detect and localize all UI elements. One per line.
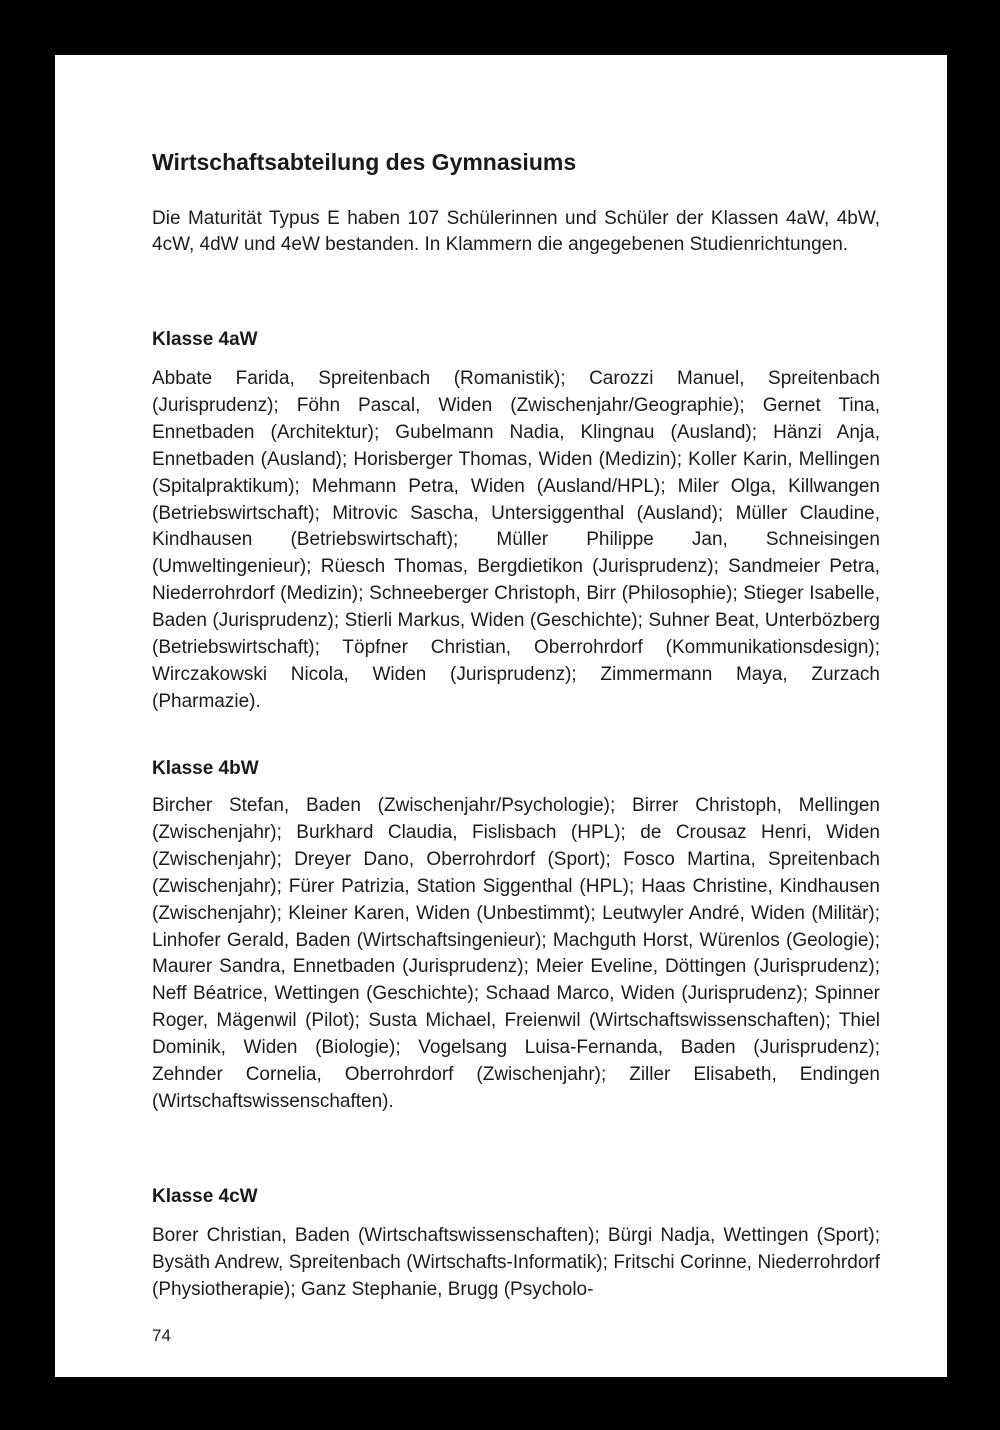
intro-paragraph: Die Maturität Typus E haben 107 Schülerinnen und Schüler der Klassen 4aW, 4bW, 4cW, 4dW und 4eW bestanden. In Klammern die angegebenen Studienrichtungen. <box>152 208 880 255</box>
section-heading-4bw: Klasse 4bW <box>152 758 259 779</box>
page-number: 74 <box>152 1326 171 1345</box>
section-text-4cw: Borer Christian, Baden (Wirtschaftswissenschaften); Bürgi Nadja, Wettingen (Sport); Bysäth Andrew, Spreitenbach (Wirtschafts-Informatik); Fritschi Corinne, Niederrohrdorf (Physiotherapie); Ganz Stephanie, Brugg (Psycholo- <box>152 1225 880 1300</box>
document-page <box>55 55 947 1377</box>
section-text-4aw: Abbate Farida, Spreitenbach (Romanistik); Carozzi Manuel, Spreitenbach (Jurisprudenz); Föhn Pascal, Widen (Zwischenjahr/Geographie); Gernet Tina, Ennetbaden (Architektur); Gubelmann Nadia, Klingnau (Ausland); Hänzi Anja, Ennetbaden (Ausland); Horisberger Thomas, Widen (Medizin); Koller Karin, Mellingen (Spitalpraktikum); Mehmann Petra, Widen (Ausland/HPL); Miler Olga, Killwangen (Betriebswirtschaft); Mitrovic Sascha, Untersiggenthal (Ausland); Müller Claudine, Kindhausen (Betriebswirtschaft); Müller Philippe Jan, Schneisingen (Umweltingenieur); Rüesch Thomas, Bergdietikon (Jurisprudenz); Sandmeier Petra, Niederrohrdorf (Medizin); Schneeberger Christoph, Birr (Philosophie); Stieger Isabelle, Baden (Jurisprudenz); Stierli Markus, Widen (Geschichte); Suhner Beat, Unterbözberg (Betriebswirtschaft); Töpfner Christian, Oberrohrdorf (Kommunikationsdesign); Wirczakowski Nicola, Widen (Jurisprudenz); Zimmermann Maya, Zurzach (Pharmazie). <box>152 368 880 712</box>
section-text-4bw: Bircher Stefan, Baden (Zwischenjahr/Psychologie); Birrer Christoph, Mellingen (Zwischenjahr); Burkhard Claudia, Fislisbach (HPL); de Crousaz Henri, Widen (Zwischenjahr); Dreyer Dano, Oberrohrdorf (Sport); Fosco Martina, Spreitenbach (Zwischenjahr); Fürer Patrizia, Station Siggenthal (HPL); Haas Christine, Kindhausen (Zwischenjahr); Kleiner Karen, Widen (Unbestimmt); Leutwyler André, Widen (Militär); Linhofer Gerald, Baden (Wirtschaftsingenieur); Machguth Horst, Würenlos (Geologie); Maurer Sandra, Ennetbaden (Jurisprudenz); Meier Eveline, Döttingen (Jurisprudenz); Neff Béatrice, Wettingen (Geschichte); Schaad Marco, Widen (Jurisprudenz); Spinner Roger, Mägenwil (Pilot); Susta Michael, Freienwil (Wirtschaftswissenschaften); Thiel Dominik, Widen (Biologie); Vogelsang Luisa-Fernanda, Baden (Jurisprudenz); Zehnder Cornelia, Oberrohrdorf (Zwischenjahr); Ziller Elisabeth, Endingen (Wirtschaftswissenschaften). <box>152 795 880 1112</box>
section-heading-4cw: Klasse 4cW <box>152 1186 258 1207</box>
page-title: Wirtschaftsabteilung des Gymnasiums <box>152 149 577 175</box>
section-heading-4aw: Klasse 4aW <box>152 329 258 350</box>
